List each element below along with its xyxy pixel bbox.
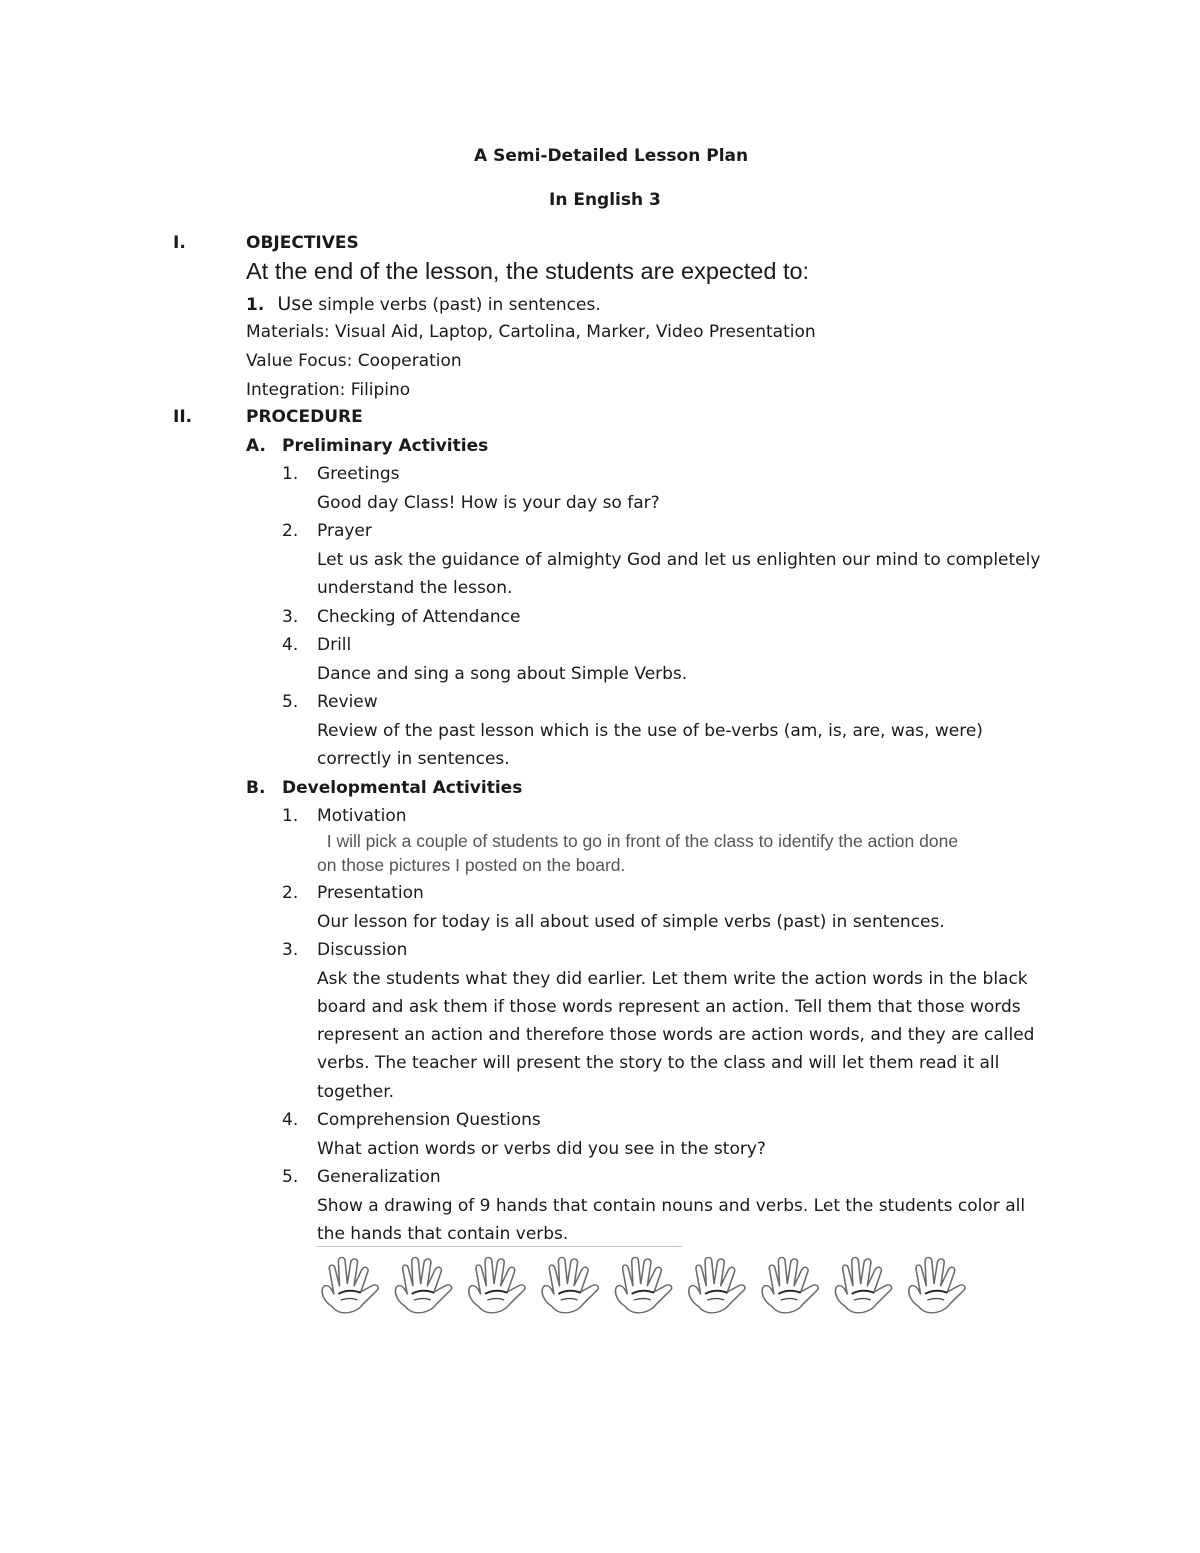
list-item-text: Let us ask the guidance of almighty God and let us enlighten our mind to completely <box>317 550 1041 570</box>
list-item-label: Discussion <box>317 940 408 960</box>
list-number: 2. <box>282 521 299 541</box>
subsection-heading-preliminary: Preliminary Activities <box>282 436 489 456</box>
list-item-text: represent an action and therefore those words are action words, and they are called <box>317 1025 1035 1045</box>
list-item-text: board and ask them if those words represent an action. Tell them that those words <box>317 997 1021 1017</box>
objective-lead: Use <box>277 293 313 315</box>
hands-drawing <box>314 1243 974 1318</box>
list-item-label: Comprehension Questions <box>317 1110 541 1130</box>
hand-drawing-icon <box>542 1257 598 1312</box>
hand-drawing-icon <box>469 1257 525 1312</box>
objective-item <box>246 293 601 315</box>
list-number: 3. <box>282 607 299 627</box>
list-item-text: together. <box>317 1082 395 1102</box>
list-number: 5. <box>282 1167 299 1187</box>
list-item-text: Ask the students what they did earlier. Let them write the action words in the black <box>317 969 1028 989</box>
list-item-text: verbs. The teacher will present the story to the class and will let them read it all <box>317 1053 1000 1073</box>
list-item-text: correctly in sentences. <box>317 749 510 769</box>
list-number: 3. <box>282 940 299 960</box>
hand-drawing-icon <box>615 1257 671 1312</box>
list-item-label: Greetings <box>317 464 400 484</box>
list-item-label: Motivation <box>317 806 407 826</box>
list-item-label: Checking of Attendance <box>317 607 521 627</box>
list-number: 2. <box>282 883 299 903</box>
list-item-label: Review <box>317 692 378 712</box>
subsection-letter: A. <box>246 436 266 456</box>
section-number: I. <box>173 233 186 253</box>
list-number: 4. <box>282 1110 299 1130</box>
materials-line: Materials: Visual Aid, Laptop, Cartolina, Marker, Video Presentation <box>246 322 816 342</box>
section-heading-objectives: OBJECTIVES <box>246 233 359 253</box>
list-item-label: Generalization <box>317 1167 441 1187</box>
hand-drawing-icon <box>762 1257 818 1312</box>
integration-line: Integration: Filipino <box>246 380 411 400</box>
objective-text: simple verbs (past) in sentences. <box>312 295 601 315</box>
objective-number: 1. <box>246 295 265 315</box>
list-item-text: What action words or verbs did you see in the story? <box>317 1139 766 1159</box>
list-item-text: Dance and sing a song about Simple Verbs. <box>317 664 688 684</box>
hand-drawing-icon <box>395 1257 451 1312</box>
list-item-text: understand the lesson. <box>317 578 513 598</box>
list-item-label: Drill <box>317 635 352 655</box>
list-number: 4. <box>282 635 299 655</box>
list-item-text: I will pick a couple of students to go in front of the class to identify the action done <box>317 831 959 851</box>
subsection-letter: B. <box>246 778 266 798</box>
list-item-text: Review of the past lesson which is the use of be-verbs (am, is, are, was, were) <box>317 721 983 741</box>
value-focus-line: Value Focus: Cooperation <box>246 351 462 371</box>
document-subtitle: In English 3 <box>549 190 661 210</box>
document-title: A Semi-Detailed Lesson Plan <box>474 146 749 166</box>
list-number: 1. <box>282 464 299 484</box>
hand-drawing-icon <box>322 1257 378 1312</box>
list-item-text: Our lesson for today is all about used of simple verbs (past) in sentences. <box>317 912 945 932</box>
list-number: 5. <box>282 692 299 712</box>
list-item-text: on those pictures I posted on the board. <box>317 855 626 875</box>
subsection-heading-developmental: Developmental Activities <box>282 778 523 798</box>
list-number: 1. <box>282 806 299 826</box>
hand-drawing-icon <box>835 1257 891 1312</box>
hand-drawing-icon <box>689 1257 745 1312</box>
list-item-label: Prayer <box>317 521 372 541</box>
section-heading-procedure: PROCEDURE <box>246 407 363 427</box>
list-item-text: Show a drawing of 9 hands that contain nouns and verbs. Let the students color all <box>317 1196 1026 1216</box>
objectives-intro: At the end of the lesson, the students are expected to: <box>246 258 810 284</box>
list-item-label: Presentation <box>317 883 424 903</box>
list-item-text: the hands that contain verbs. <box>317 1224 569 1244</box>
section-number: II. <box>173 407 193 427</box>
list-item-text: Good day Class! How is your day so far? <box>317 493 660 513</box>
hand-drawing-icon <box>909 1257 965 1312</box>
